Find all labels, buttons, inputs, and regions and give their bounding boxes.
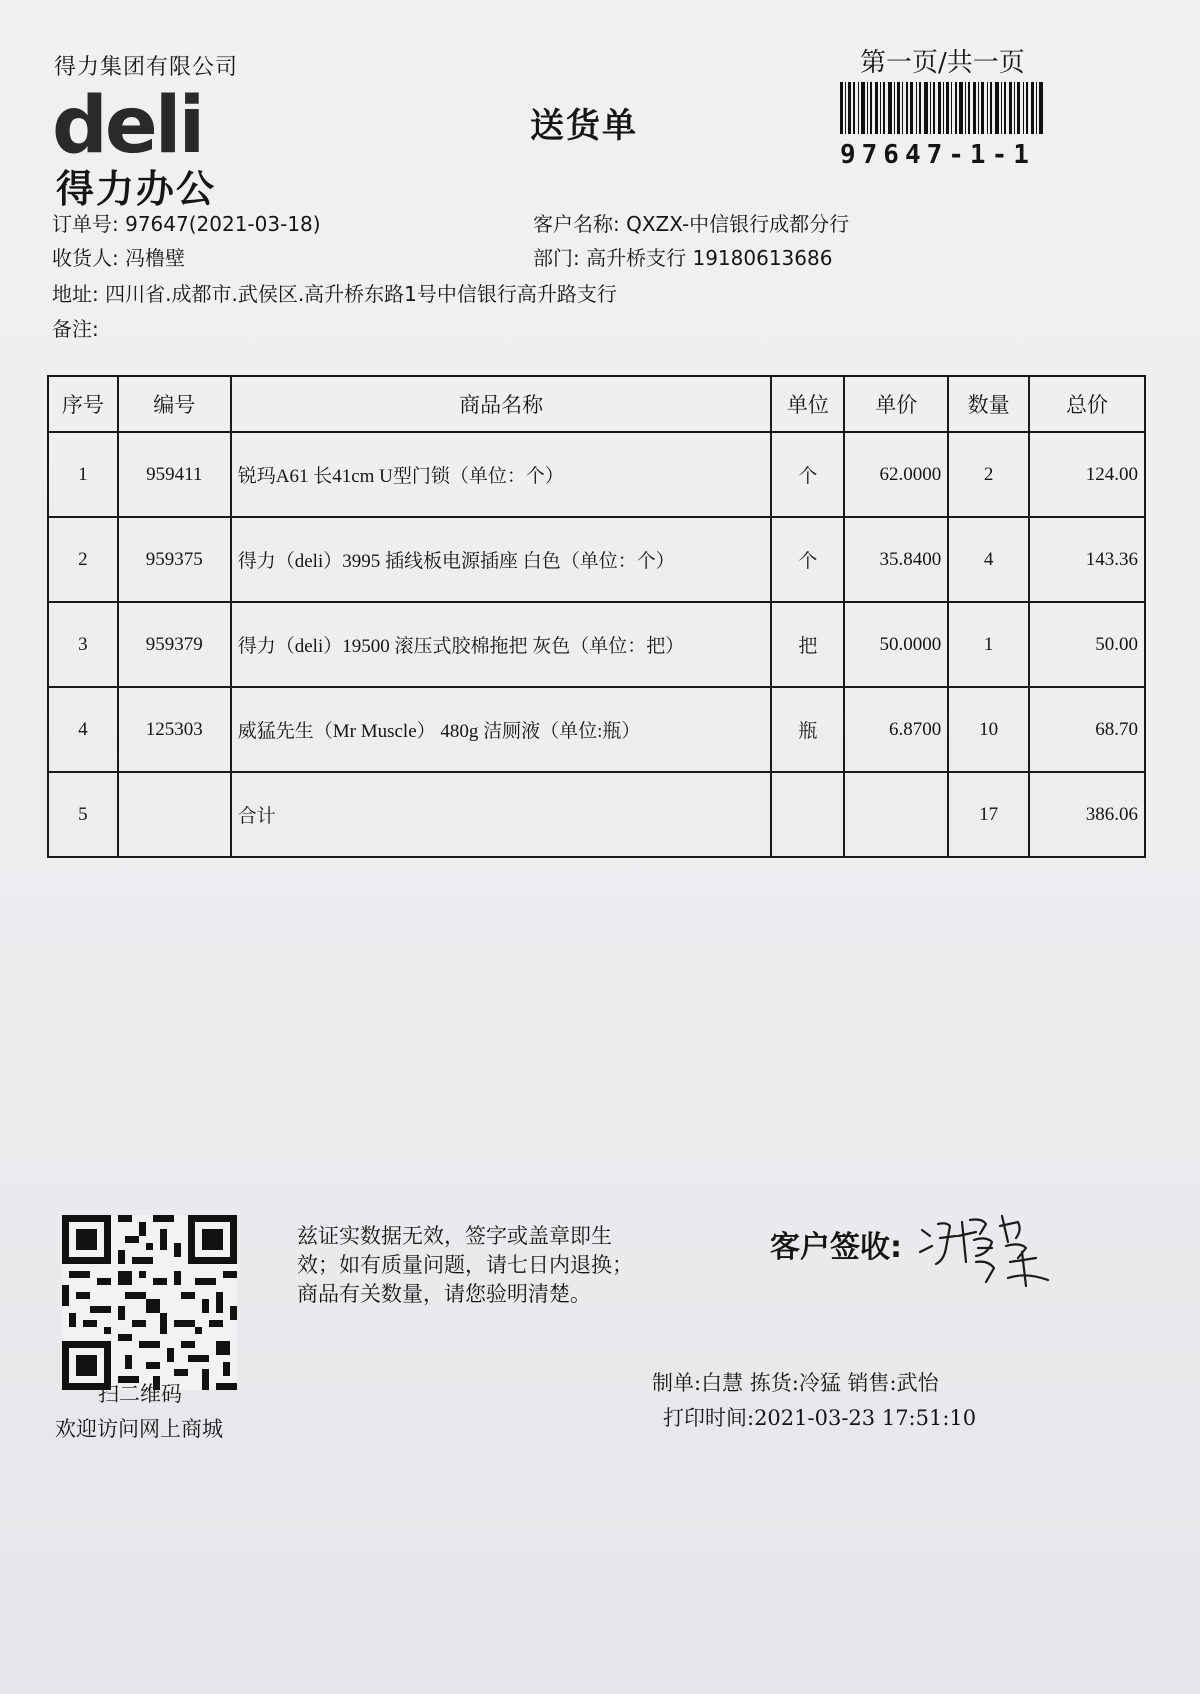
qr-caption-scan: 扫二维码 xyxy=(98,1382,182,1406)
cell-unit-price: 6.8700 xyxy=(844,687,948,772)
cell-unit-price: 50.0000 xyxy=(844,602,948,687)
barcode xyxy=(840,82,1045,134)
table-row xyxy=(48,602,1145,687)
cell-index: 4 xyxy=(48,687,118,772)
address-value: 四川省.成都市.武侯区.高升桥东路1号中信银行高升路支行 xyxy=(105,282,617,306)
page-indicator: 第一页/共一页 xyxy=(860,48,1025,78)
header-code: 编号 xyxy=(118,376,231,432)
notice-line: 商品有关数量，请您验明清楚。 xyxy=(297,1282,591,1306)
header-product-name: 商品名称 xyxy=(231,376,772,432)
cell-total: 50.00 xyxy=(1029,602,1145,687)
receiver-row xyxy=(52,242,185,271)
header-unit-price: 单价 xyxy=(844,376,948,432)
table-header-row xyxy=(48,376,1145,432)
cell-quantity: 2 xyxy=(948,432,1029,517)
cell-unit-price: 62.0000 xyxy=(844,432,948,517)
barcode-number: 97647-1-1 xyxy=(840,140,1035,170)
header-total: 总价 xyxy=(1029,376,1145,432)
order-no-value: 97647(2021-03-18) xyxy=(125,212,321,236)
order-no-label: 订单号: xyxy=(52,212,119,236)
table-row-total xyxy=(48,772,1145,857)
cell-unit: 个 xyxy=(771,517,844,602)
dept-label: 部门: xyxy=(533,246,580,270)
cell-index: 5 xyxy=(48,772,118,857)
cell-product-name: 锐玛A61 长41cm U型门锁（单位：个） xyxy=(231,432,772,517)
cell-code: 959411 xyxy=(118,432,231,517)
deli-logo-text: deli xyxy=(52,81,203,171)
cell-quantity: 1 xyxy=(948,602,1029,687)
cell-total-quantity: 17 xyxy=(948,772,1029,857)
table-row xyxy=(48,517,1145,602)
cell-index: 2 xyxy=(48,517,118,602)
notice-line: 兹证实数据无效，签字或盖章即生 xyxy=(297,1224,612,1248)
header-index: 序号 xyxy=(48,376,118,432)
cell-code: 125303 xyxy=(118,687,231,772)
cell-total: 68.70 xyxy=(1029,687,1145,772)
cell-code: 959379 xyxy=(118,602,231,687)
notice-line: 效；如有质量问题，请七日内退换； xyxy=(297,1253,633,1277)
cell-quantity: 4 xyxy=(948,517,1029,602)
remark-label: 备注: xyxy=(52,317,99,341)
dept-value: 高升桥支行 19180613686 xyxy=(586,246,833,270)
items-table xyxy=(47,375,1146,858)
company-name: 得力集团有限公司 xyxy=(54,55,239,80)
cell-total: 143.36 xyxy=(1029,517,1145,602)
customer-value: QXZX-中信银行成都分行 xyxy=(626,212,850,236)
cell-product-name: 得力（deli）19500 滚压式胶棉拖把 灰色（单位：把） xyxy=(231,602,772,687)
cell-unit: 个 xyxy=(771,432,844,517)
customer-sign-label: 客户签收: xyxy=(770,1230,902,1265)
cell-product-name: 得力（deli）3995 插线板电源插座 白色（单位：个） xyxy=(231,517,772,602)
table-row xyxy=(48,687,1145,772)
address-label: 地址: xyxy=(52,282,99,306)
receiver-value: 冯橹壁 xyxy=(125,246,186,270)
cell-total: 124.00 xyxy=(1029,432,1145,517)
cell-unit xyxy=(771,772,844,857)
address-row xyxy=(52,278,617,307)
deli-logo xyxy=(52,81,203,171)
cell-code: 959375 xyxy=(118,517,231,602)
cell-index: 3 xyxy=(48,602,118,687)
staff-info: 制单:白慧 拣货:冷猛 销售:武怡 xyxy=(652,1371,939,1395)
document-title: 送货单 xyxy=(530,106,638,146)
table-row xyxy=(48,432,1145,517)
header-quantity: 数量 xyxy=(948,376,1029,432)
qr-code xyxy=(62,1215,237,1390)
cell-unit: 把 xyxy=(771,602,844,687)
qr-caption-mall: 欢迎访问网上商城 xyxy=(55,1417,223,1441)
cell-unit-price: 35.8400 xyxy=(844,517,948,602)
cell-quantity: 10 xyxy=(948,687,1029,772)
handwritten-signature xyxy=(916,1202,1056,1292)
order-no-row xyxy=(52,208,321,237)
cell-grand-total: 386.06 xyxy=(1029,772,1145,857)
brand-name: 得力办公 xyxy=(56,167,217,211)
customer-row xyxy=(533,208,849,237)
cell-code xyxy=(118,772,231,857)
remark-row xyxy=(52,313,99,342)
cell-total-label: 合计 xyxy=(231,772,772,857)
print-time: 打印时间:2021-03-23 17:51:10 xyxy=(663,1406,977,1430)
cell-unit-price xyxy=(844,772,948,857)
cell-product-name: 威猛先生（Mr Muscle） 480g 洁厕液（单位:瓶） xyxy=(231,687,772,772)
receiver-label: 收货人: xyxy=(52,246,119,270)
dept-row xyxy=(533,242,832,271)
header-unit: 单位 xyxy=(771,376,844,432)
cell-index: 1 xyxy=(48,432,118,517)
notice-text xyxy=(297,1222,717,1309)
cell-unit: 瓶 xyxy=(771,687,844,772)
customer-label: 客户名称: xyxy=(533,212,620,236)
